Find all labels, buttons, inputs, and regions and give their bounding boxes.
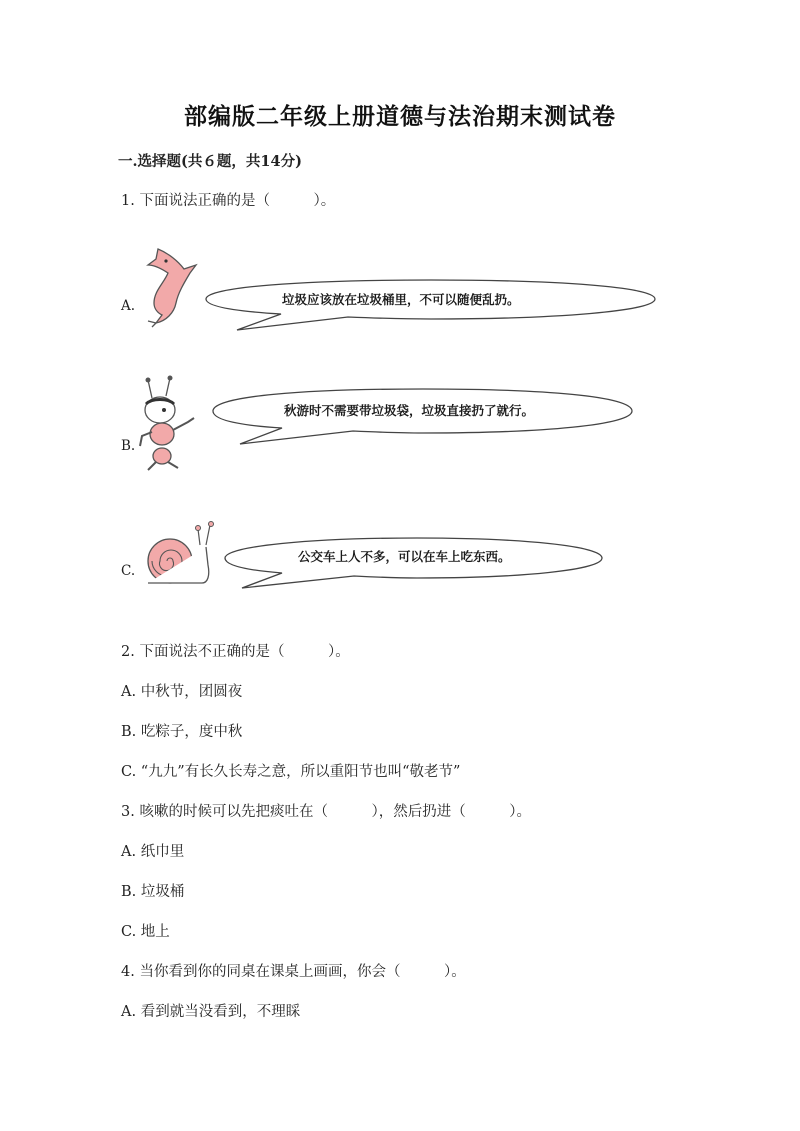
dolphin-icon: [138, 243, 202, 327]
q3-option-c: C. 地上: [121, 924, 170, 940]
section-heading: 一.选择题(共６题，共14分): [118, 153, 302, 170]
q2-option-a: A. 中秋节，团圆夜: [121, 684, 243, 700]
speech-text-b: 秋游时不需要带垃圾袋，垃圾直接扔了就行。: [284, 403, 535, 418]
q2-option-b: B. 吃粽子，度中秋: [121, 724, 243, 740]
q1-option-b-label: B.: [121, 438, 136, 454]
q4-option-a: A. 看到就当没看到，不理睬: [121, 1004, 301, 1020]
q1-option-a-label: A.: [121, 298, 136, 314]
q3-option-a: A. 纸巾里: [121, 844, 185, 860]
snail-icon: [144, 517, 220, 591]
speech-text-c: 公交车上人不多，可以在车上吃东西。: [298, 549, 511, 564]
q2-option-c: C. “九九”有长久长寿之意，所以重阳节也叫“敬老节”: [121, 764, 461, 780]
q3-option-b: B. 垃圾桶: [121, 884, 185, 900]
speech-text-a: 垃圾应该放在垃圾桶里，不可以随便乱扔。: [282, 292, 520, 307]
question-2-stem: 2. 下面说法不正确的是（ ）。: [121, 644, 350, 660]
question-3-stem: 3. 咳嗽的时候可以先把痰吐在（ ），然后扔进（ ）。: [121, 804, 531, 820]
ant-icon: [136, 376, 200, 474]
question-1-stem: 1. 下面说法正确的是（ ）。: [121, 193, 336, 209]
q1-option-c-label: C.: [121, 563, 136, 579]
page-title: 部编版二年级上册道德与法治期末测试卷: [184, 103, 616, 130]
question-4-stem: 4. 当你看到你的同桌在课桌上画画，你会（ ）。: [121, 964, 466, 980]
